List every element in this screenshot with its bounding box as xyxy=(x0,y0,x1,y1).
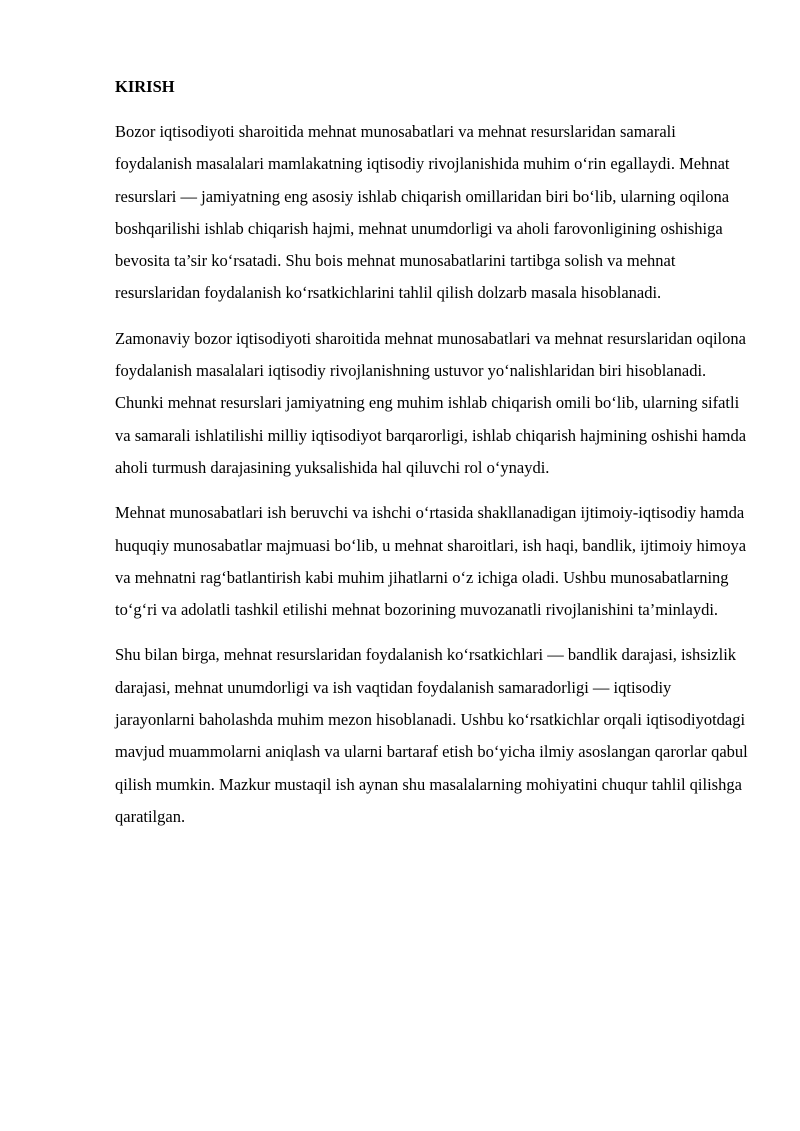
paragraph-3: Mehnat munosabatlari ish beruvchi va ishchi o‘rtasida shakllanadigan ijtimoiy-iqtisodiy hamda huquqiy munosabatlar majmuasi bo‘lib, u mehnat sharoitlari, ish haqi, bandlik, ijtimoiy himoya va mehnatni rag‘batlantirish kabi muhim jihatlarni o‘z ichiga oladi. Ushbu munosabatlarning to‘g‘ri va adolatli tashkil etilishi mehnat bozorining muvozanatli rivojlanishini ta’minlaydi. xyxy=(115,503,747,620)
section-heading: KIRISH xyxy=(115,77,175,96)
paragraph-2: Zamonaviy bozor iqtisodiyoti sharoitida mehnat munosabatlari va mehnat resurslaridan oqilona foydalanish masalalari iqtisodiy rivojlanishning ustuvor yo‘nalishlaridan biri hisoblanadi. Chunki mehnat resurslari jamiyatning eng muhim ishlab chiqarish omili bo‘lib, ularning sifatli va samarali ishlatilishi milliy iqtisodiyot barqarorligi, ishlab chiqarish hajmining oshishi hamda aholi turmush darajasining yuksalishida hal qiluvchi rol o‘ynaydi. xyxy=(115,328,747,477)
paragraph-4: Shu bilan birga, mehnat resurslaridan foydalanish ko‘rsatkichlari — bandlik darajasi, ishsizlik darajasi, mehnat unumdorligi va ish vaqtidan foydalanish samaradorligi — iqtisodiy jarayonlarni baholashda muhim mezon hisoblanadi. Ushbu ko‘rsatkichlar orqali iqtisodiyotdagi mavjud muammolarni aniqlash va ularni bartaraf etish bo‘yicha ilmiy asoslangan qarorlar qabul qilish mumkin. Mazkur mustaqil ish aynan shu masalalarning mohiyatini chuqur tahlil qilishga qaratilgan. xyxy=(115,645,748,826)
paragraph-1: Bozor iqtisodiyoti sharoitida mehnat munosabatlari va mehnat resurslaridan samarali foydalanish masalalari mamlakatning iqtisodiy rivojlanishida muhim o‘rin egallaydi. Mehnat resurslari — jamiyatning eng asosiy ishlab chiqarish omillaridan biri bo‘lib, ularning oqilona boshqarilishi ishlab chiqarish hajmi, mehnat unumdorligi va aholi farovonligining oshishiga bevosita ta’sir ko‘rsatadi. Shu bois mehnat munosabatlarini tartibga solish va mehnat resurslaridan foydalanish ko‘rsatkichlarini tahlil qilish dolzarb masala hisoblanadi. xyxy=(115,122,730,303)
